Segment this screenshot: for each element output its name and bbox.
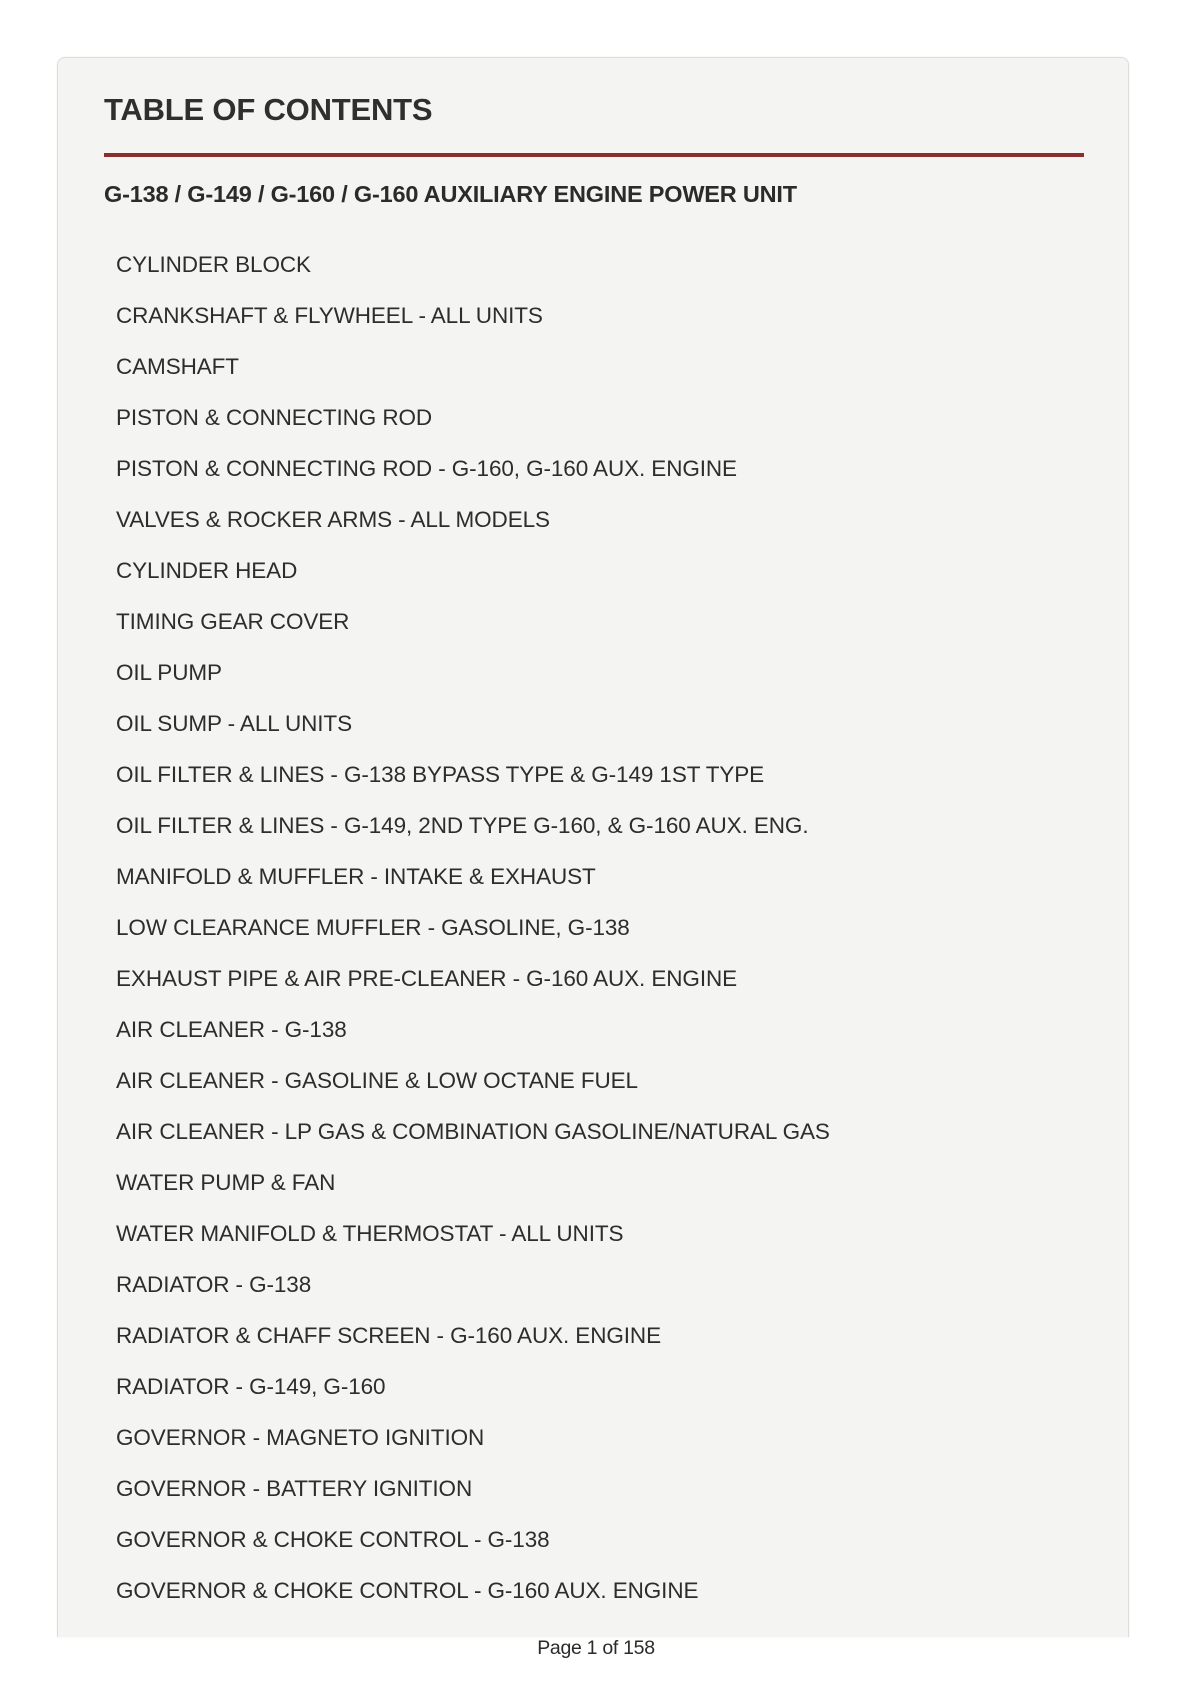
toc-item[interactable]: AIR CLEANER - GASOLINE & LOW OCTANE FUEL	[116, 1068, 638, 1093]
toc-item[interactable]: CAMSHAFT	[116, 354, 239, 379]
toc-item[interactable]: VALVES & ROCKER ARMS - ALL MODELS	[116, 507, 550, 532]
toc-item[interactable]: GOVERNOR & CHOKE CONTROL - G-138	[116, 1527, 550, 1552]
toc-item[interactable]: GOVERNOR & CHOKE CONTROL - G-160 AUX. ENGINE	[116, 1578, 699, 1603]
toc-item[interactable]: RADIATOR - G-138	[116, 1272, 312, 1297]
toc-item[interactable]: CYLINDER BLOCK	[116, 252, 311, 277]
toc-list	[116, 251, 830, 1628]
toc-item[interactable]: TIMING GEAR COVER	[116, 609, 350, 634]
toc-item[interactable]: RADIATOR & CHAFF SCREEN - G-160 AUX. ENGINE	[116, 1323, 661, 1348]
toc-item[interactable]: OIL SUMP - ALL UNITS	[116, 711, 352, 736]
toc-item[interactable]: LOW CLEARANCE MUFFLER - GASOLINE, G-138	[116, 915, 630, 940]
toc-item[interactable]: OIL FILTER & LINES - G-149, 2ND TYPE G-160, & G-160 AUX. ENG.	[116, 813, 809, 838]
toc-item[interactable]: WATER MANIFOLD & THERMOSTAT - ALL UNITS	[116, 1221, 624, 1246]
title-divider	[104, 153, 1084, 157]
toc-item[interactable]: OIL PUMP	[116, 660, 222, 685]
toc-item[interactable]: CYLINDER HEAD	[116, 558, 298, 583]
toc-item[interactable]: OIL FILTER & LINES - G-138 BYPASS TYPE & G-149 1ST TYPE	[116, 762, 765, 787]
toc-item[interactable]: RADIATOR - G-149, G-160	[116, 1374, 386, 1399]
toc-item[interactable]: AIR CLEANER - LP GAS & COMBINATION GASOLINE/NATURAL GAS	[116, 1119, 830, 1144]
toc-title: TABLE OF CONTENTS	[104, 92, 433, 127]
toc-item[interactable]: PISTON & CONNECTING ROD - G-160, G-160 AUX. ENGINE	[116, 456, 737, 481]
toc-item[interactable]: AIR CLEANER - G-138	[116, 1017, 347, 1042]
toc-item[interactable]: EXHAUST PIPE & AIR PRE-CLEANER - G-160 AUX. ENGINE	[116, 966, 738, 991]
toc-item[interactable]: GOVERNOR - BATTERY IGNITION	[116, 1476, 473, 1501]
toc-item[interactable]: WATER PUMP & FAN	[116, 1170, 336, 1195]
toc-item[interactable]: GOVERNOR - MAGNETO IGNITION	[116, 1425, 485, 1450]
toc-item[interactable]: MANIFOLD & MUFFLER - INTAKE & EXHAUST	[116, 864, 596, 889]
toc-item[interactable]: CRANKSHAFT & FLYWHEEL - ALL UNITS	[116, 303, 543, 328]
section-heading: G-138 / G-149 / G-160 / G-160 AUXILIARY ENGINE POWER UNIT	[104, 181, 797, 207]
page-number: Page 1 of 158	[537, 1637, 655, 1659]
toc-item[interactable]: PISTON & CONNECTING ROD	[116, 405, 433, 430]
table-of-contents-panel	[57, 57, 1129, 1637]
